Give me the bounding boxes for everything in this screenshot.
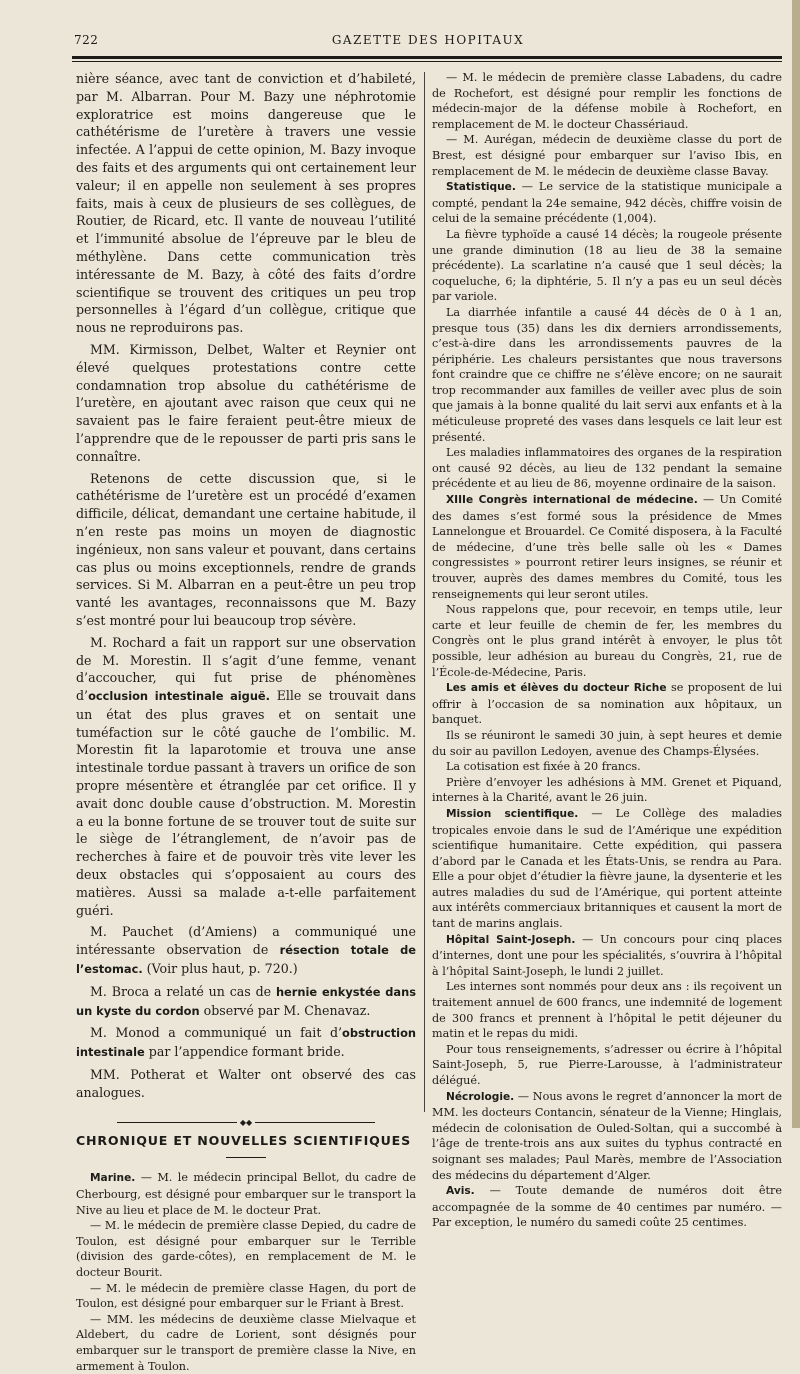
header-rule-thick — [72, 56, 782, 59]
text-run: — Nous avons le regret d’annoncer la mort de MM. les docteurs Contancin, sénateur de la Vienne; Hinglais, médecin de colonisation de Ouled-Soltan, qui a succombé à l’âge de trente-trois ans aux suites du typhus contracté en soignant ses malades; Paul Marès, membre de l’Association des médecins du département d’Alger. — [432, 1089, 782, 1182]
paragraph — [432, 179, 782, 227]
running-title: GAZETTE DES HOPITAUX — [331, 33, 525, 47]
right-column — [432, 70, 783, 1230]
paragraph — [76, 1170, 416, 1218]
paragraph: — M. le médecin de première classe Hagen, du port de Toulon, est désigné pour embarquer sur le Friant à Brest. — [76, 1281, 416, 1311]
paragraph: — M. Aurégan, médecin de deuxième classe du port de Brest, est désigné pour embarquer sur l’aviso Ibis, en remplacement de M. le médecin de deuxième classe Bavay. — [432, 133, 782, 178]
item-lead: Statistique. — [446, 181, 516, 194]
paragraph — [76, 1024, 416, 1062]
paragraph — [432, 1183, 782, 1231]
page-edge — [792, 0, 800, 1128]
paragraph: La cotisation est fixée à 20 francs. — [446, 760, 641, 774]
section-rule — [226, 1157, 266, 1158]
highlighted-term: obstruction intestinale — [76, 1026, 416, 1060]
column-divider — [424, 72, 425, 1112]
left-column — [76, 70, 416, 1373]
item-lead: Marine. — [90, 1172, 136, 1185]
paragraph — [76, 634, 416, 920]
paragraph: Les maladies inflammatoires des organes de la respiration ont causé 92 décès, au lieu de 132 pendant la semaine précédente et au lieu de 86, moyenne ordinaire de la saison. — [432, 446, 782, 491]
paragraph: Nous rappelons que, pour recevoir, en temps utile, leur carte et leur feuille de chemin de fer, les membres du Congrès ont le plus grand intérêt à envoyer, le plus tôt possible, leur adhésion au bureau du Congrès, 21, rue de l’École-de-Médecine, Paris. — [432, 603, 782, 679]
text-run: M. Broca a relaté un cas de — [90, 983, 276, 999]
paragraph — [76, 923, 416, 978]
text-run: M. Pauchet (d’Amiens) a communiqué une intéressante observation de — [76, 924, 416, 958]
text-run: (Voir plus haut, p. 720.) — [142, 961, 298, 977]
section-ornament: ◆◆ — [76, 1112, 416, 1118]
page-header — [74, 30, 782, 50]
text-run: se proposent de lui offrir à l’occasion de sa nomination aux hôpitaux, un banquet. — [432, 681, 783, 727]
header-rule-thin — [72, 61, 782, 62]
paragraph: Ils se réuniront le samedi 30 juin, à sept heures et demie du soir au pavillon Ledoyen, avenue des Champs-Élysées. — [432, 728, 782, 758]
item-lead: Nécrologie. — [446, 1090, 515, 1103]
paragraph: MM. Kirmisson, Delbet, Walter et Reynier ont élevé quelques protestations contre cette condamnation trop absolue du cathétérisme de l’uretère, en ajoutant avec raison que ceux qui ne savaient pas le faire feraient peut-être mieux de l’apprendre que de le repousser de parti pris sans le connaître. — [76, 341, 416, 464]
paragraph — [432, 680, 782, 728]
highlighted-term: hernie enkystée dans un kyste du cordon — [76, 984, 416, 1018]
paragraph: Retenons de cette discussion que, si le cathétérisme de l’uretère est un procédé d’examen difficile, délicat, demandant une certaine habitude, il n’en reste pas moins un moyen de diagnostic ingénieux, non sans valeur et pouvant, dans certains cas plus ou moins exceptionnels, rendre de grands services. Si M. Albarran en a peut-être un peu trop vanté les avantages, reconnaissons que M. Bazy s’est montré pour lui beaucoup trop sévère. — [76, 470, 416, 628]
paragraph — [76, 983, 416, 1021]
text-run: observé par M. Chenavaz. — [199, 1002, 371, 1018]
text-run: — Toute demande de numéros doit être accompagnée de la somme de 40 centimes par numéro. — Par exception, le numéro du samedi coûte 25 centimes. — [432, 1184, 782, 1230]
paragraph — [432, 806, 782, 932]
text-run: M. Monod a communiqué un fait d’ — [90, 1025, 343, 1041]
paragraph: — M. le médecin de première classe Labadens, du cadre de Rochefort, est désigné pour remplir les fonctions de médecin-major de la défense mobile à Rochefort, en remplacement de M. le docteur Chassériaud. — [432, 71, 782, 131]
page-number: 722 — [74, 33, 99, 47]
highlighted-term: résection totale de l’estomac. — [76, 943, 416, 977]
text-run: — Le service de la statistique municipale a compté, pendant la 24e semaine, 942 décès, chiffre voisin de celui de la semaine précédente (1,004). — [432, 180, 782, 226]
paragraph — [432, 1089, 782, 1184]
paragraph: — M. le médecin de première classe Depied, du cadre de Toulon, est désigné pour embarquer sur le Terrible (division des garde-côtes), en remplacement de M. le docteur Bourit. — [76, 1219, 416, 1279]
section-title: CHRONIQUE ET NOUVELLES SCIENTIFIQUES — [76, 1132, 411, 1148]
paragraph — [432, 492, 782, 602]
text-run: — Un concours pour cinq places d’internes, dont une pour les spécialités, s’ouvrira à l’hôpital à l’hôpital Saint-Joseph, le lundi 2 juillet. — [432, 932, 782, 978]
item-lead: Les amis et élèves du docteur Riche — [446, 682, 667, 695]
text-run: Elle se trouvait dans un état des plus graves et on sentait une tuméfaction sur le côté gauche de l’ombilic. M. Morestin fit la laparotomie et trouva une anse intestinale tordue passant à travers un orifice de son propre mésentère et étranglée par cet orifice. Il y avait donc double cause d’obstruction. M. Morestin a eu la bonne fortune de se trouver tout de suite sur le siège de l’étranglement, de n’avoir pas de recherches à faire et de pouvoir très vite lever les deux obstacles qui s’opposaient au cours des matières. Aussi sa malade a-t-elle parfaitement guéri. — [76, 688, 416, 918]
text-run: — Le Collège des maladies tropicales envoie dans le sud de l’Amérique une expédition scientifique humanitaire. Cette expédition, qui passera d’abord par le Canada et les États-Unis, se rendra au Para. Elle a pour objet d’étudier la fièvre jaune, la dysenterie et les autres maladies du sud de l’Amérique, qui portent atteinte aux intérêts commerciaux britanniques et causent la mort de tant de marins anglais. — [432, 806, 783, 931]
text-run: — M. le médecin principal Bellot, du cadre de Cherbourg, est désigné pour embarquer sur le transport la Nive au lieu et place de M. le docteur Prat. — [76, 1171, 416, 1217]
paragraph: Prière d’envoyer les adhésions à MM. Grenet et Piquand, internes à la Charité, avant le 26 juin. — [432, 775, 782, 805]
item-lead: XIIIe Congrès international de médecine. — [446, 494, 698, 507]
paragraph: nière séance, avec tant de conviction et d’habileté, par M. Albarran. Pour M. Bazy une néphrotomie exploratrice est moins dangereuse que le cathétérisme de l’uretère à travers une vessie infectée. A l’appui de cette opinion, M. Bazy invoque des faits et des arguments qui ont certainement leur valeur; il en appelle non seulement à ses propres faits, mais à ceux de plusieurs de ses collègues, de Routier, de Ricard, etc. Il vante de nouveau l’utilité et l’immunité absolue de l’épreuve par le bleu de méthylène. Dans cette communication très intéressante de M. Bazy, à côté des faits d’ordre scientifique se trouvent des critiques un peu trop personnelles à l’égard d’un collègue, critique que nous ne reproduirons pas. — [76, 71, 416, 336]
paragraph: Pour tous renseignements, s’adresser ou écrire à l’hôpital Saint-Joseph, 5, rue Pierre-Larousse, à l’administrateur délégué. — [432, 1042, 782, 1087]
paragraph: Les internes sont nommés pour deux ans : ils reçoivent un traitement annuel de 600 francs, une indemnité de logement de 300 francs et prennent à l’hôpital le petit déjeuner du matin et le repas du midi. — [432, 980, 782, 1041]
paragraph: La diarrhée infantile a causé 44 décès de 0 à 1 an, presque tous (35) dans les dix derniers arrondissements, c’est-à-dire dans les arrondissements pauvres de la périphérie. Les chaleurs persistantes que nous traversons font craindre que ce chiffre ne s’élève encore; on ne saurait trop recommander aux familles de veiller avec plus de soin que jamais à la bonne qualité du lait servi aux enfants et à la méticuleuse propreté des vases dans lesquels ce lait leur est présenté. — [432, 305, 782, 444]
paragraph: La fièvre typhoïde a causé 14 décès; la rougeole présente une grande diminution (18 au lieu de 38 la semaine précédente). La scarlatine n’a causé que 1 seul décès; la coqueluche, 6; la diphtérie, 5. Il n’y a pas eu un seul décès par variole. — [432, 227, 782, 304]
paragraph: — MM. les médecins de deuxième classe Mielvaque et Aldebert, du cadre de Lorient, sont désignés pour embarquer sur le transport de première classe la Nive, en armement à Toulon. — [76, 1312, 416, 1373]
item-lead: Mission scientifique. — [446, 807, 579, 820]
paragraph: MM. Potherat et Walter ont observé des cas analogues. — [76, 1067, 416, 1100]
text-run: par l’appendice formant bride. — [144, 1044, 345, 1060]
paragraph — [432, 932, 782, 980]
highlighted-term: occlusion intestinale aiguë. — [88, 689, 270, 704]
item-lead: Hôpital Saint-Joseph. — [446, 933, 576, 946]
item-lead: Avis. — [446, 1185, 475, 1198]
text-run: — Un Comité des dames s’est formé sous la présidence de Mmes Lannelongue et Brouardel. Ce Comité disposera, à la Faculté de médecine, d’une très belle salle où les « Dames congressistes » pourront retirer leurs insignes, se réunir et trouver, auprès des dames membres du Comité, tous les renseignements qui leur seront utiles. — [432, 493, 782, 601]
text-run: M. Rochard a fait un rapport sur une observation de M. Morestin. Il s’agit d’une femme, venant d’accoucher, qui fut prise de phénomènes d’ — [76, 634, 416, 704]
